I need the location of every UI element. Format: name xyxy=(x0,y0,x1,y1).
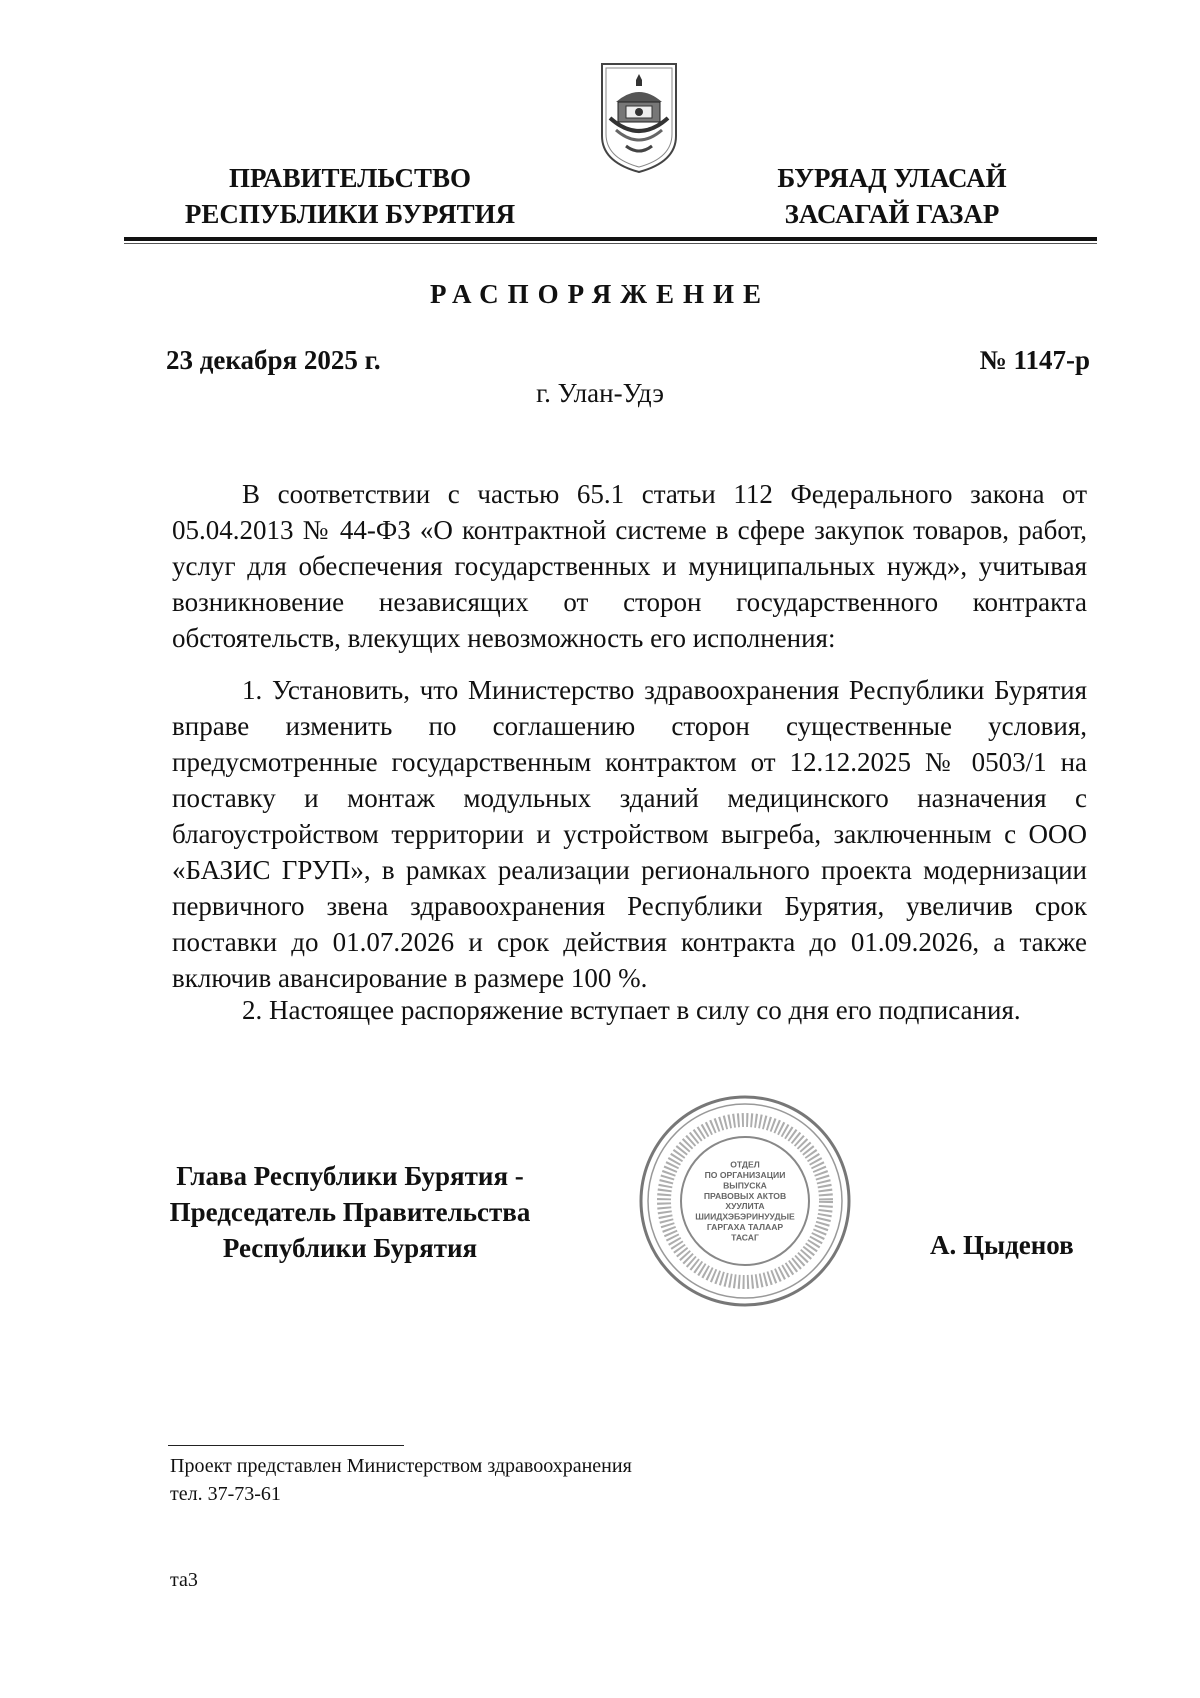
preamble-paragraph xyxy=(172,476,1087,656)
header-right-line1: БУРЯАД УЛАСАЙ xyxy=(777,163,1007,193)
item-2-text: 2. Настоящее распоряжение вступает в силу со дня его подписания. xyxy=(242,995,1021,1025)
document-date: 23 декабря 2025 г. xyxy=(166,345,381,375)
seal-text-line: ШИИДХЭБЭРИНУУДЫЕ xyxy=(695,1211,795,1222)
contact-phone: тел. 37-73-61 xyxy=(170,1483,281,1505)
item-1-text: 1. Установить, что Министерство здравоохранения Республики Бурятия вправе изменить по соглашению сторон существенные условия, предусмотренные государственным контрактом от 12.12.2025 № 0503/1 на поставку и монтаж модульных зданий медицинского назначения с благоустройством территории и устройством выгреба, заключенным с ООО «БАЗИС ГРУП», в рамках реализации регионального проекта модернизации первичного звена здравоохранения Республики Бурятия, увеличив срок поставки до 01.07.2026 и срок действия контракта до 01.09.2026, а также включив авансирование в размере 100 %. xyxy=(172,675,1087,993)
header-left-line1: ПРАВИТЕЛЬСТВО xyxy=(228,163,472,193)
document-type-title: РАСПОРЯЖЕНИЕ xyxy=(429,279,771,309)
footnote xyxy=(170,1452,632,1508)
header-government-ru xyxy=(160,160,540,232)
document-code: та3 xyxy=(170,1569,198,1591)
signatory-title xyxy=(155,1158,545,1266)
seal-text-line: ХУУЛИТА xyxy=(725,1201,765,1212)
signatory-name: А. Цыденов xyxy=(930,1230,1074,1260)
header-divider xyxy=(124,237,1097,241)
signatory-title-line1: Глава Республики Бурятия - xyxy=(176,1161,524,1191)
document-number: № 1147-р xyxy=(979,345,1090,375)
header-divider-thin xyxy=(124,243,1097,244)
footnote-divider xyxy=(168,1445,404,1446)
header-right-line2: ЗАСАГАЙ ГАЗАР xyxy=(784,199,1000,229)
document-city: г. Улан-Удэ xyxy=(536,378,664,408)
header-government-bua xyxy=(742,160,1042,232)
seal-text-line: ОТДЕЛ xyxy=(730,1159,760,1170)
official-seal-icon xyxy=(637,1093,853,1309)
signatory-title-line3: Республики Бурятия xyxy=(222,1233,478,1263)
seal-text-line: ПРАВОВЫХ АКТОВ xyxy=(703,1190,787,1201)
preamble-text: В соответствии с частью 65.1 статьи 112 Федерального закона от 05.04.2013 № 44-ФЗ «О контрактной системе в сфере закупок товаров, работ, услуг для обеспечения государственных и муниципальных нужд», учитывая возникновение независящих от сторон государственного контракта обстоятельств, влекущих невозможность его исполнения: xyxy=(172,479,1087,653)
seal-text-line: ВЫПУСКА xyxy=(723,1180,767,1191)
header-left-line2: РЕСПУБЛИКИ БУРЯТИЯ xyxy=(184,199,516,229)
signatory-title-line2: Председатель Правительства xyxy=(169,1197,531,1227)
seal-text-line: ТАСАГ xyxy=(731,1232,759,1243)
seal-text-line: ГАРГАХА ТАЛААР xyxy=(706,1222,784,1232)
prepared-by-text: Проект представлен Министерством здравоохранения xyxy=(170,1455,632,1477)
seal-text-line: ПО ОРГАНИЗАЦИИ xyxy=(704,1170,786,1180)
item-1-paragraph xyxy=(172,672,1087,996)
item-2-paragraph xyxy=(172,992,1087,1028)
coat-of-arms-icon xyxy=(596,58,682,176)
